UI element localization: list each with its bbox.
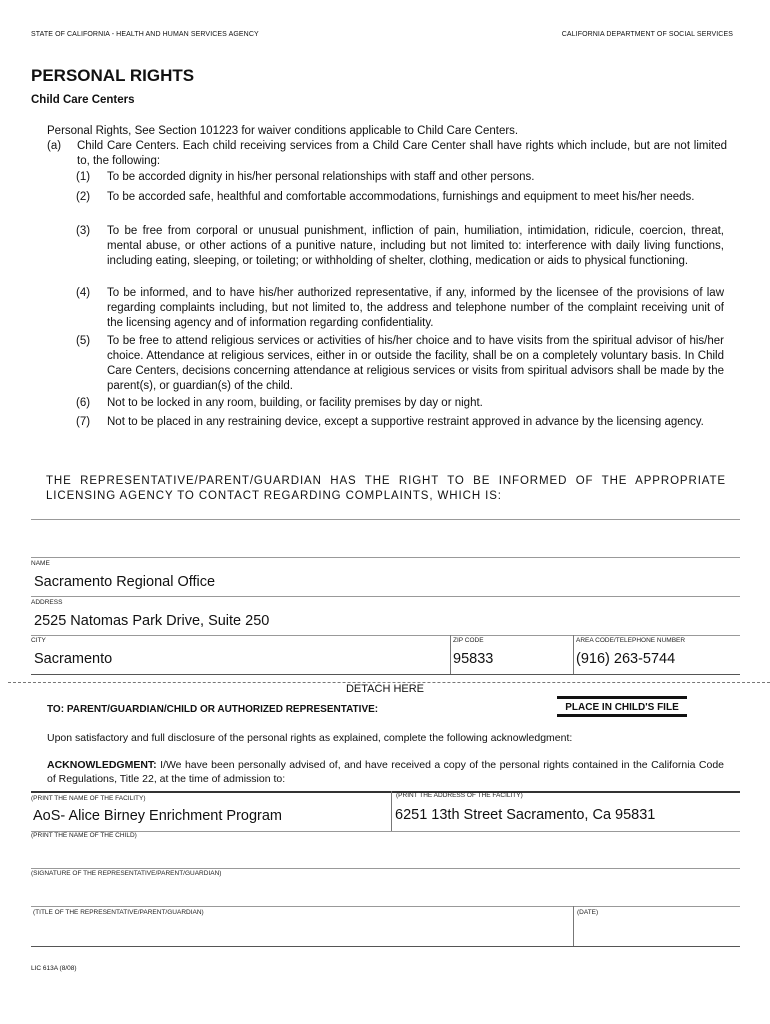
phone-label: AREA CODE/TELEPHONE NUMBER xyxy=(576,637,686,644)
right-number: (6) xyxy=(76,397,91,409)
divider xyxy=(31,946,740,947)
agency-zip-value: 95833 xyxy=(453,651,494,667)
upon-disclosure-text: Upon satisfactory and full disclosure of the personal rights as explained, complete the following acknowledgment: xyxy=(47,732,573,744)
place-in-file-label: PLACE IN CHILD'S FILE xyxy=(557,696,687,717)
right-text: To be informed, and to have his/her authorized representative, if any, informed by the licensee of the provisions of law regarding complaints including, but not limited to, the address and telephone number of the complaint receiving unit of the licensing agency and of information regarding confidentiality. xyxy=(107,287,724,329)
agency-header-left: STATE OF CALIFORNIA - HEALTH AND HUMAN SERVICES AGENCY xyxy=(31,31,259,38)
facility-name-field[interactable]: AoS- Alice Birney Enrichment Program xyxy=(33,808,283,824)
agency-city-value: Sacramento xyxy=(34,651,113,667)
right-text: Not to be locked in any room, building, or facility premises by day or night. xyxy=(107,397,483,409)
name-label: NAME xyxy=(31,560,50,567)
signature-label: (SIGNATURE OF THE REPRESENTATIVE/PARENT/GUARDIAN) xyxy=(31,870,222,877)
form-number: LIC 613A (8/08) xyxy=(31,965,77,972)
zip-label: ZIP CODE xyxy=(453,637,484,644)
date-label: (DATE) xyxy=(577,909,599,916)
right-number: (1) xyxy=(76,171,91,183)
divider xyxy=(31,831,740,832)
paragraph-a-label: (a) xyxy=(47,140,62,152)
divider xyxy=(573,635,574,674)
to-line: TO: PARENT/GUARDIAN/CHILD OR AUTHORIZED REPRESENTATIVE: xyxy=(47,704,379,715)
acknowledgment-heading: ACKNOWLEDGMENT: xyxy=(47,759,157,771)
divider xyxy=(31,635,740,636)
divider xyxy=(31,519,740,520)
complaint-notice: THE REPRESENTATIVE/PARENT/GUARDIAN HAS THE RIGHT TO BE INFORMED OF THE APPROPRIATE LICENSING AGENCY TO CONTACT REGARDING COMPLAINTS, WHICH IS: xyxy=(46,475,726,502)
divider xyxy=(31,791,740,793)
facility-address-field[interactable]: 6251 13th Street Sacramento, Ca 95831 xyxy=(395,807,656,823)
right-number: (2) xyxy=(76,191,91,203)
divider xyxy=(573,906,574,946)
detach-here-label: DETACH HERE xyxy=(345,683,425,695)
acknowledgment-body: I/We have been personally advised of, and have received a copy of the personal rights contained in the California Code of Regulations, Title 22, at the time of admission to: xyxy=(47,759,724,785)
right-number: (4) xyxy=(76,287,91,299)
title-field[interactable] xyxy=(31,918,571,946)
intro-text: Personal Rights, See Section 101223 for waiver conditions applicable to Child Care Centers. xyxy=(47,125,519,137)
facility-name-label: (PRINT THE NAME OF THE FACILITY) xyxy=(31,795,146,802)
right-number: (3) xyxy=(76,225,91,237)
signature-field[interactable] xyxy=(31,878,740,906)
agency-address-value: 2525 Natomas Park Drive, Suite 250 xyxy=(34,613,270,629)
divider xyxy=(31,906,740,907)
facility-address-label: (PRINT THE ADDRESS OF THE FACILITY) xyxy=(396,792,523,799)
agency-header-right: CALIFORNIA DEPARTMENT OF SOCIAL SERVICES xyxy=(561,31,733,38)
agency-name-value: Sacramento Regional Office xyxy=(34,574,216,590)
acknowledgment-text xyxy=(47,759,724,786)
page-subtitle: Child Care Centers xyxy=(31,94,135,106)
date-field[interactable] xyxy=(575,918,740,946)
city-label: CITY xyxy=(31,637,46,644)
address-label: ADDRESS xyxy=(31,599,63,606)
agency-phone-value: (916) 263-5744 xyxy=(576,651,676,667)
child-name-field[interactable] xyxy=(31,840,740,868)
right-text: To be free to attend religious services or activities of his/her choice and to have visits from the spiritual advisor of his/her choice. Attendance at religious services, either in or outside the facility, shall be on a completely voluntary basis. In Child Care Centers, decisions concerning attendance at religious services or visits from spiritual advisors shall be made by the parent(s), or guardian(s) of the child. xyxy=(107,335,724,392)
divider xyxy=(31,596,740,597)
title-label: (TITLE OF THE REPRESENTATIVE/PARENT/GUARDIAN) xyxy=(33,909,204,916)
right-text: To be accorded safe, healthful and comfortable accommodations, furnishings and equipment to meet his/her needs. xyxy=(107,191,695,203)
paragraph-a-text: Child Care Centers. Each child receiving services from a Child Care Center shall have rights which include, but are not limited to, the following: xyxy=(77,140,727,167)
child-name-label: (PRINT THE NAME OF THE CHILD) xyxy=(31,832,137,839)
divider xyxy=(450,635,451,674)
divider xyxy=(391,791,392,831)
page-title: PERSONAL RIGHTS xyxy=(31,66,195,85)
right-number: (7) xyxy=(76,416,91,428)
divider xyxy=(31,557,740,558)
right-text: Not to be placed in any restraining device, except a supportive restraint approved in advance by the licensing agency. xyxy=(107,416,704,428)
divider xyxy=(31,674,740,675)
divider xyxy=(31,868,740,869)
right-text: To be accorded dignity in his/her personal relationships with staff and other persons. xyxy=(107,171,535,183)
right-number: (5) xyxy=(76,335,91,347)
right-text: To be free from corporal or unusual punishment, infliction of pain, humiliation, intimidation, ridicule, coercion, threat, mental abuse, or other actions of a punitive nature, including but not limited to: interference with daily living functions, including eating, sleeping, or toileting; or withholding of shelter, clothing, medication or aids to physical functioning. xyxy=(107,225,724,267)
